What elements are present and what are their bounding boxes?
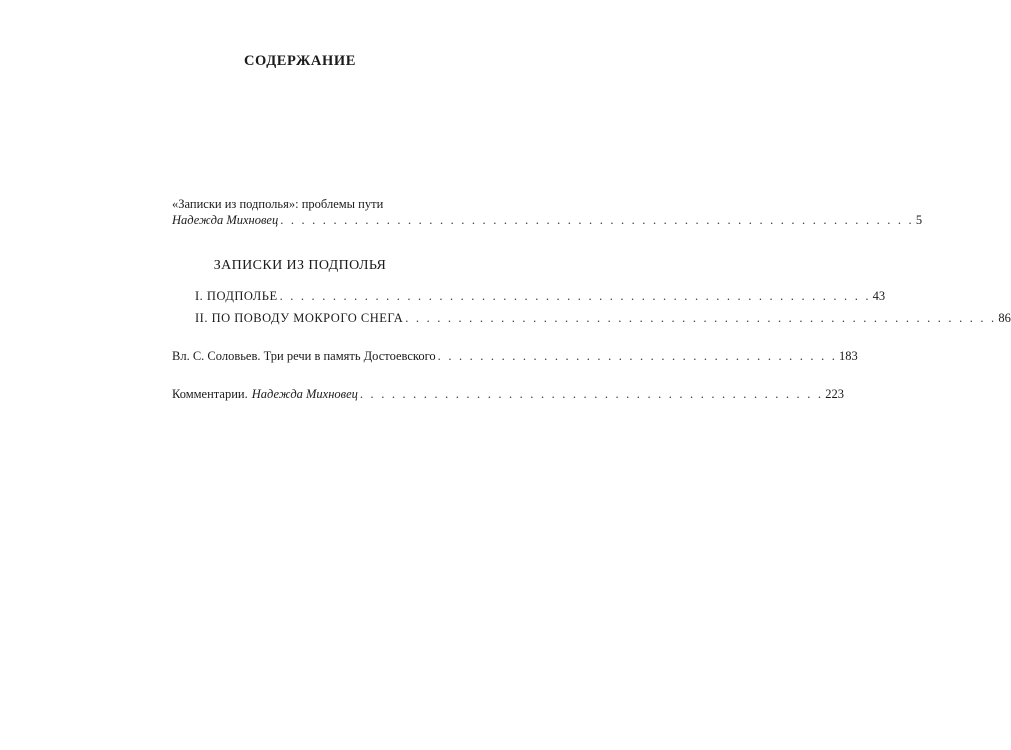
commentary-label: Комментарии. — [172, 387, 248, 401]
part-1-label: I. ПОДПОЛЬЕ — [195, 289, 278, 303]
intro-essay-title: «Записки из подполья»: проблемы пути — [172, 197, 384, 211]
part-2-label: II. ПО ПОВОДУ МОКРОГО СНЕГА — [195, 311, 404, 325]
commentary-author: Надежда Михновец — [251, 387, 358, 401]
page-number: 5 — [915, 213, 923, 227]
toc-entry-appendix[interactable] — [172, 349, 858, 364]
toc-title: СОДЕРЖАНИЕ — [243, 53, 357, 69]
leader-dots: . . . . . . . . . . . . . . . . . . . . . . . . . . . . . . . . . . . . . . . . . . . . — [359, 387, 824, 401]
toc-entry-intro[interactable] — [172, 213, 923, 228]
appendix-label: Вл. С. Соловьев. Три речи в память Достоевского — [172, 349, 436, 363]
leader-dots: . . . . . . . . . . . . . . . . . . . . . . . . . . . . . . . . . . . . . . . . . . . . . . . . . . . . . . . . . . . . — [280, 213, 914, 227]
intro-essay-author: Надежда Михновец — [172, 213, 279, 227]
leader-dots: . . . . . . . . . . . . . . . . . . . . . . . . . . . . . . . . . . . . . . . . . . . . . . . . . . . . . . . . — [405, 311, 997, 325]
page-number: 86 — [998, 311, 1011, 325]
page-number: 183 — [839, 349, 858, 363]
toc-entry-commentary[interactable] — [172, 387, 844, 402]
toc-entry-part-1[interactable] — [195, 289, 886, 304]
page-number: 223 — [825, 387, 844, 401]
page-number: 43 — [872, 289, 886, 303]
toc-entry-part-2[interactable] — [195, 311, 1011, 326]
leader-dots: . . . . . . . . . . . . . . . . . . . . . . . . . . . . . . . . . . . . . . — [437, 349, 838, 363]
section-heading: ЗАПИСКИ ИЗ ПОДПОЛЬЯ — [213, 258, 387, 273]
leader-dots: . . . . . . . . . . . . . . . . . . . . . . . . . . . . . . . . . . . . . . . . . . . . . . . . . . . . . . . . — [279, 289, 871, 303]
